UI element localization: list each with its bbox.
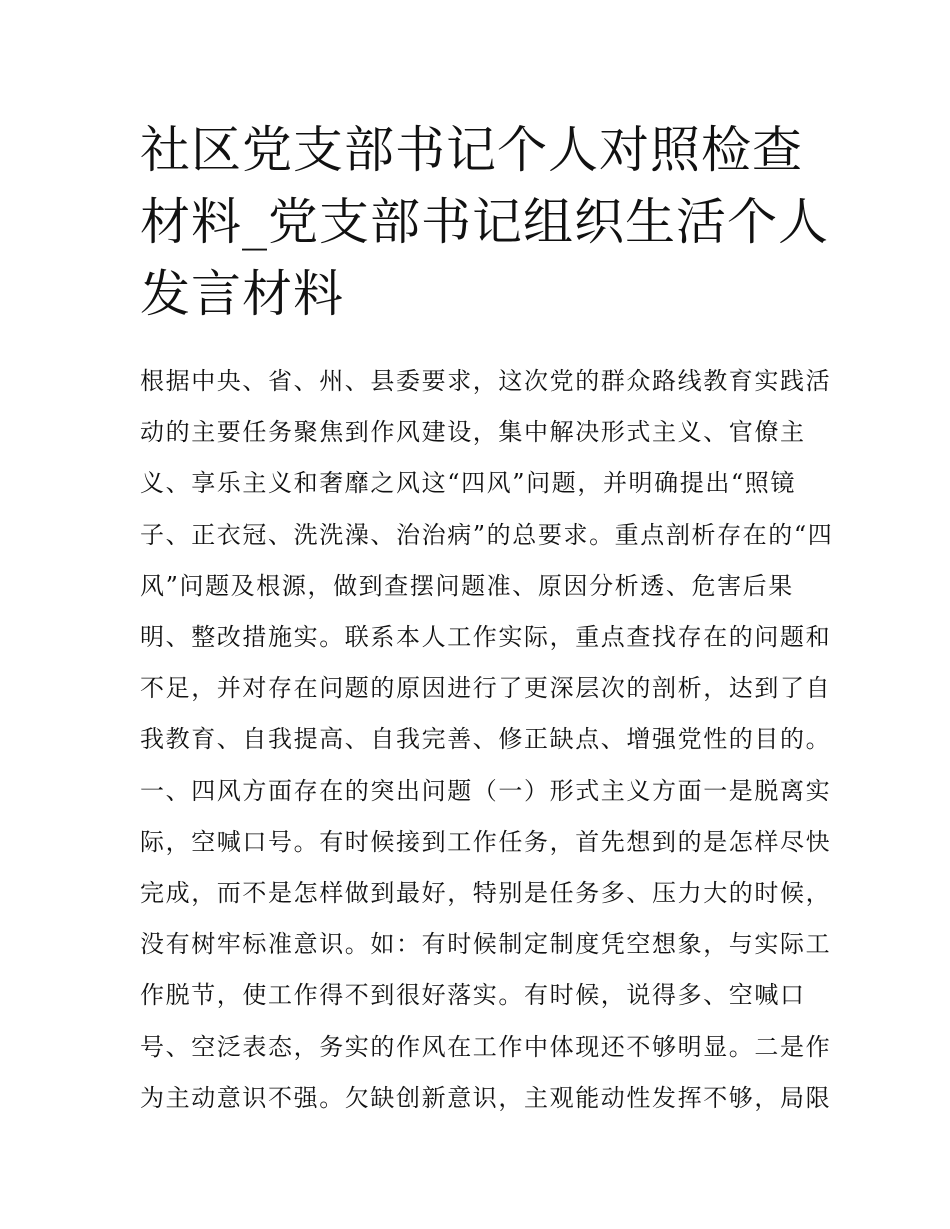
body-line: 没有树牢标准意识。如：有时候制定制度凭空想象，与实际工 [140,930,832,959]
body-line: 风”问题及根源，做到查摆问题准、原因分析透、危害后果 [140,571,794,600]
body-line: 际，空喊口号。有时候接到工作任务，首先想到的是怎样尽快 [140,827,832,856]
body-line: 根据中央、省、州、县委要求，这次党的群众路线教育实践活 [140,367,832,395]
body-line: 不足，并对存在问题的原因进行了更深层次的剖析，达到了自 [140,674,832,703]
document-body [140,356,834,1124]
body-line: 动的主要任务聚焦到作风建设，集中解决形式主义、官僚主 [140,418,806,447]
body-line: 为主动意识不强。欠缺创新意识，主观能动性发挥不够，局限 [140,1083,832,1112]
body-line: 号、空泛表态，务实的作风在工作中体现还不够明显。二是作 [140,1032,832,1061]
body-line: 明、整改措施实。联系本人工作实际，重点查找存在的问题和 [140,623,832,652]
title-line: 材料_党支部书记组织生活个人 [140,193,829,251]
body-line: 义、享乐主义和奢靡之风这“四风”问题，并明确提出“照镜 [140,469,797,498]
body-line: 子、正衣冠、洗洗澡、治治病”的总要求。重点剖析存在的“四 [140,520,834,549]
title-line: 发言材料 [140,265,344,323]
document-title [140,114,830,330]
body-line: 完成，而不是怎样做到最好，特别是任务多、压力大的时候， [140,879,832,908]
body-line: 一、四风方面存在的突出问题（一）形式主义方面一是脱离实 [140,776,832,805]
body-line: 我教育、自我提高、自我完善、修正缺点、增强党性的目的。 [140,725,832,754]
title-line: 社区党支部书记个人对照检查 [140,121,803,179]
body-line: 作脱节，使工作得不到很好落实。有时候，说得多、空喊口 [140,981,806,1010]
